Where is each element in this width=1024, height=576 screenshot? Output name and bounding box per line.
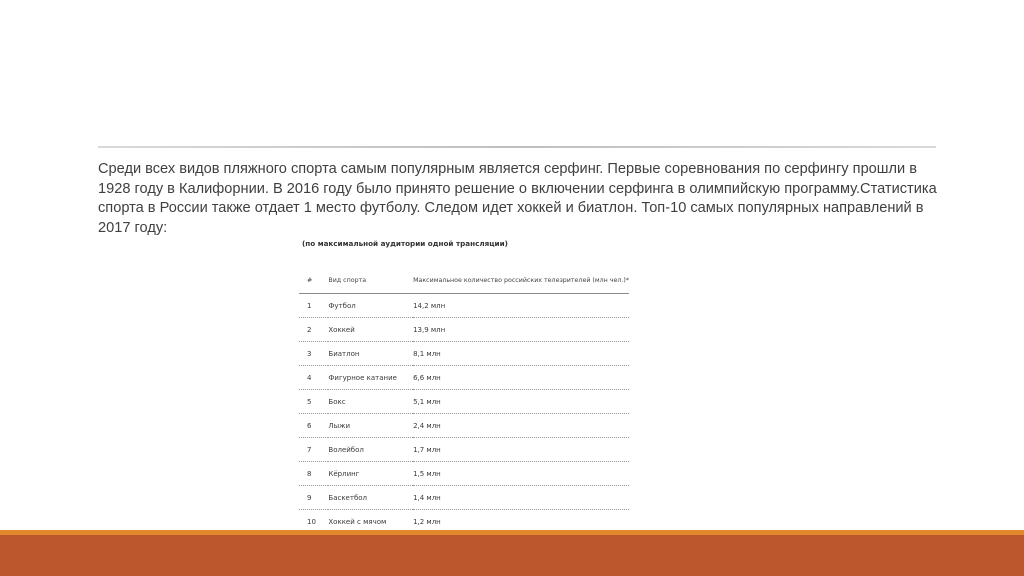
row-viewers: 1,2 млн [413,510,629,530]
row-rank: 6 [299,414,328,438]
row-rank: 5 [299,390,328,414]
row-sport: Кёрлинг [328,462,413,486]
header-rank: # [299,267,328,294]
row-viewers: 5,1 млн [413,390,629,414]
row-viewers: 14,2 млн [413,294,629,318]
row-viewers: 2,4 млн [413,414,629,438]
row-rank: 8 [299,462,328,486]
row-viewers: 8,1 млн [413,342,629,366]
table-row [299,486,629,510]
title-divider [98,146,936,148]
table-header-row [299,267,629,294]
row-sport: Волейбол [328,438,413,462]
body-paragraph: Среди всех видов пляжного спорта самым популярным является серфинг. Первые соревнования по серфингу прошли в 1928 году в Калифорнии. В 2016 году было принято решение о включении серфинга в олимпийскую программу.Статистика спорта в России также отдает 1 место футболу. Следом идет хоккей и биатлон. Топ-10 самых популярных направлений в 2017 году: [98,161,937,236]
table-row [299,414,629,438]
row-viewers: 1,4 млн [413,486,629,510]
table-row [299,294,629,318]
row-sport: Хоккей [328,318,413,342]
row-rank: 1 [299,294,328,318]
table-row [299,390,629,414]
row-sport: Футбол [328,294,413,318]
row-sport: Лыжи [328,414,413,438]
table-row [299,462,629,486]
row-sport: Биатлон [328,342,413,366]
sports-ratings-table [299,267,629,529]
table-row [299,318,629,342]
table-row [299,438,629,462]
row-rank: 3 [299,342,328,366]
row-viewers: 1,7 млн [413,438,629,462]
footer-band [0,535,1024,576]
header-viewers: Максимальное количество российских телезрителей (млн чел.)* [413,267,629,294]
row-sport: Баскетбол [328,486,413,510]
row-rank: 9 [299,486,328,510]
row-rank: 10 [299,510,328,530]
sports-ratings-table-image [299,237,632,529]
row-rank: 2 [299,318,328,342]
table-caption: (по максимальной аудитории одной трансляции) [302,239,508,248]
table-row [299,510,629,530]
row-sport: Бокс [328,390,413,414]
row-viewers: 6,6 млн [413,366,629,390]
row-sport: Фигурное катание [328,366,413,390]
table-row [299,342,629,366]
row-sport: Хоккей с мячом [328,510,413,530]
row-viewers: 1,5 млн [413,462,629,486]
table-row [299,366,629,390]
row-viewers: 13,9 млн [413,318,629,342]
row-rank: 7 [299,438,328,462]
row-rank: 4 [299,366,328,390]
header-sport: Вид спорта [328,267,413,294]
